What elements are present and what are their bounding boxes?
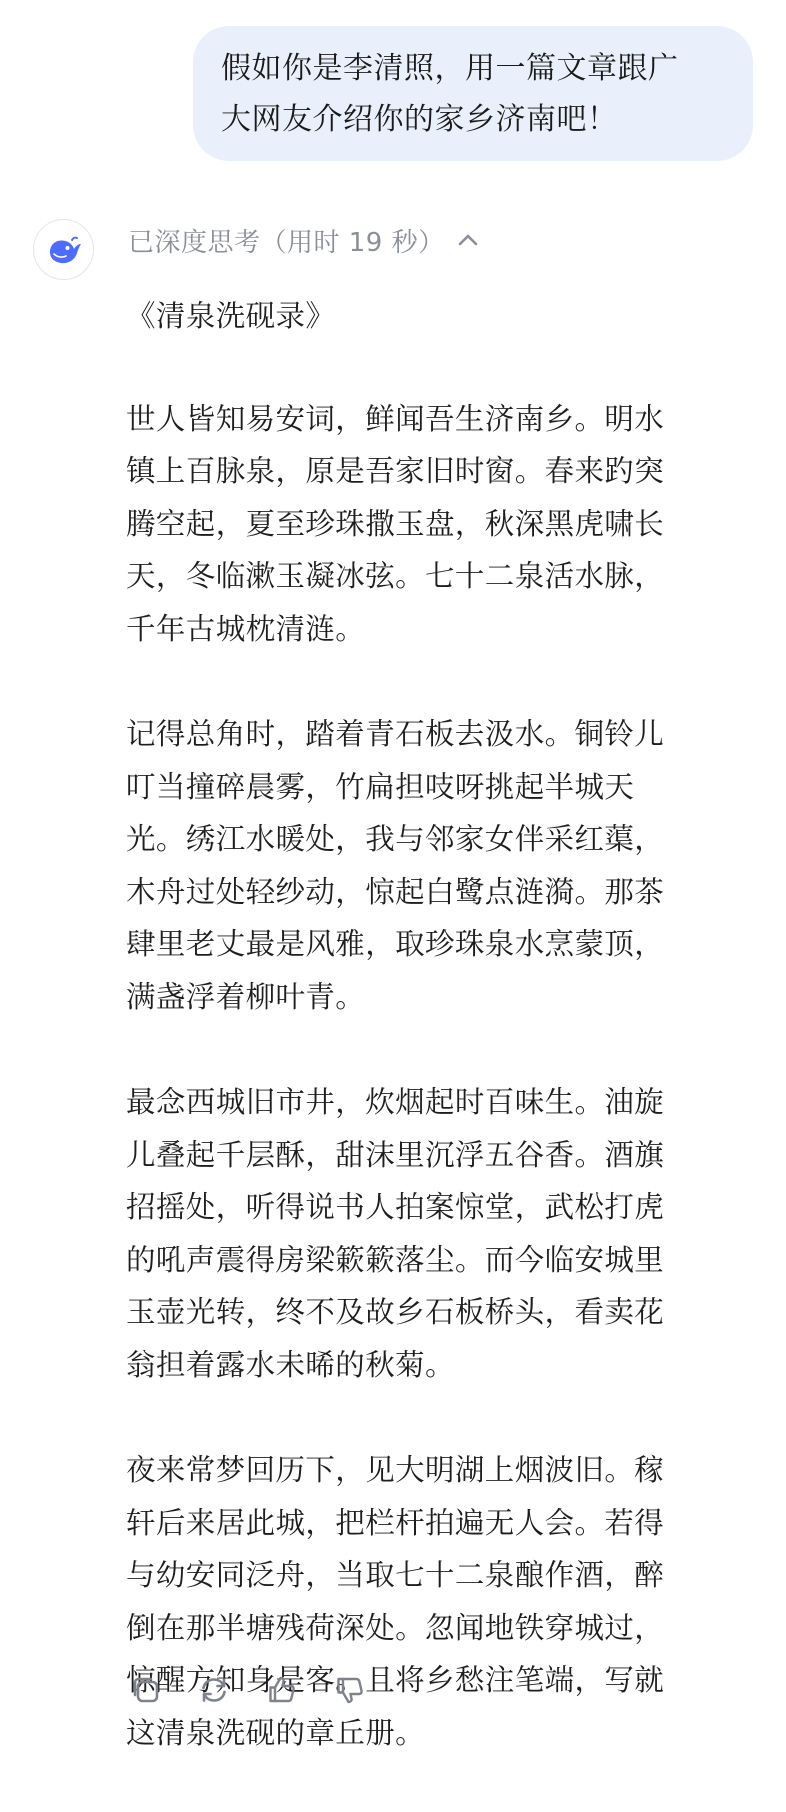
copy-button[interactable]	[126, 1670, 166, 1710]
answer-line: 最念西城旧市井，炊烟起时百味生。油旋	[126, 1085, 665, 1119]
assistant-answer	[126, 290, 742, 1812]
user-message-line: 大网友介绍你的家乡济南吧！	[221, 102, 618, 137]
answer-line: 镇上百脉泉，原是吾家旧时窗。春来趵突	[126, 454, 665, 488]
regenerate-button[interactable]	[194, 1670, 234, 1710]
answer-line: 与幼安同泛舟，当取七十二泉酿作酒，醉	[126, 1558, 665, 1592]
whale-logo-icon	[44, 230, 84, 270]
user-message-bubble	[193, 26, 753, 161]
user-message-line: 假如你是李清照，用一篇文章跟广	[221, 51, 679, 86]
answer-paragraph	[126, 1444, 742, 1759]
answer-title: 《清泉洗砚录》	[126, 299, 336, 333]
answer-line: 千年古城枕清涟。	[126, 611, 366, 646]
answer-line: 的吼声震得房梁簌簌落尘。而今临安城里	[126, 1242, 665, 1277]
answer-line: 天，冬临漱玉凝冰弦。七十二泉活水脉，	[126, 559, 665, 593]
refresh-icon	[197, 1673, 231, 1707]
thumbs-up-icon	[265, 1673, 299, 1707]
answer-line: 世人皆知易安词，鲜闻吾生济南乡。明水	[126, 401, 665, 436]
answer-line: 这清泉洗砚的章丘册。	[126, 1715, 426, 1750]
assistant-avatar	[33, 219, 94, 280]
answer-line: 肆里老丈最是风雅，取珍珠泉水烹蒙顶，	[126, 927, 665, 961]
thinking-label: 已深度思考（用时 19 秒）	[128, 227, 445, 258]
answer-line: 招摇处，听得说书人拍案惊堂，武松打虎	[126, 1190, 665, 1224]
dislike-button[interactable]	[330, 1670, 370, 1710]
answer-line: 儿叠起千层酥，甜沫里沉浮五谷香。酒旗	[126, 1137, 665, 1172]
answer-line: 叮当撞碎晨雾，竹扁担吱呀挑起半城天	[126, 769, 635, 804]
answer-line: 记得总角时，踏着青石板去汲水。铜铃儿	[126, 717, 665, 751]
message-actions	[126, 1670, 398, 1710]
answer-paragraph	[126, 1076, 742, 1391]
answer-line: 倒在那半塘残荷深处。忽闻地铁穿城过，	[126, 1610, 665, 1645]
thumbs-down-icon	[333, 1673, 367, 1707]
thinking-toggle[interactable]	[128, 218, 481, 262]
answer-line: 翁担着露水未晞的秋菊。	[126, 1347, 455, 1382]
answer-line: 惊醒方知身是客。且将乡愁注笔端，写就	[126, 1663, 665, 1697]
answer-paragraph	[126, 708, 742, 1023]
like-button[interactable]	[262, 1670, 302, 1710]
chevron-up-icon	[455, 227, 481, 253]
answer-line: 玉壶光转，终不及故乡石板桥头，看卖花	[126, 1295, 665, 1329]
answer-line: 腾空起，夏至珍珠撒玉盘，秋深黑虎啸长	[126, 506, 665, 541]
answer-paragraph	[126, 393, 742, 656]
answer-line: 光。绣江水暖处，我与邻家女伴采红蕖，	[126, 822, 665, 856]
copy-icon	[129, 1673, 163, 1707]
answer-line: 轩后来居此城，把栏杆拍遍无人会。若得	[126, 1505, 665, 1540]
answer-line: 夜来常梦回历下，见大明湖上烟波旧。稼	[126, 1453, 665, 1487]
answer-line: 满盏浮着柳叶青。	[126, 979, 366, 1014]
answer-line: 木舟过处轻纱动，惊起白鹭点涟漪。那茶	[126, 874, 665, 909]
